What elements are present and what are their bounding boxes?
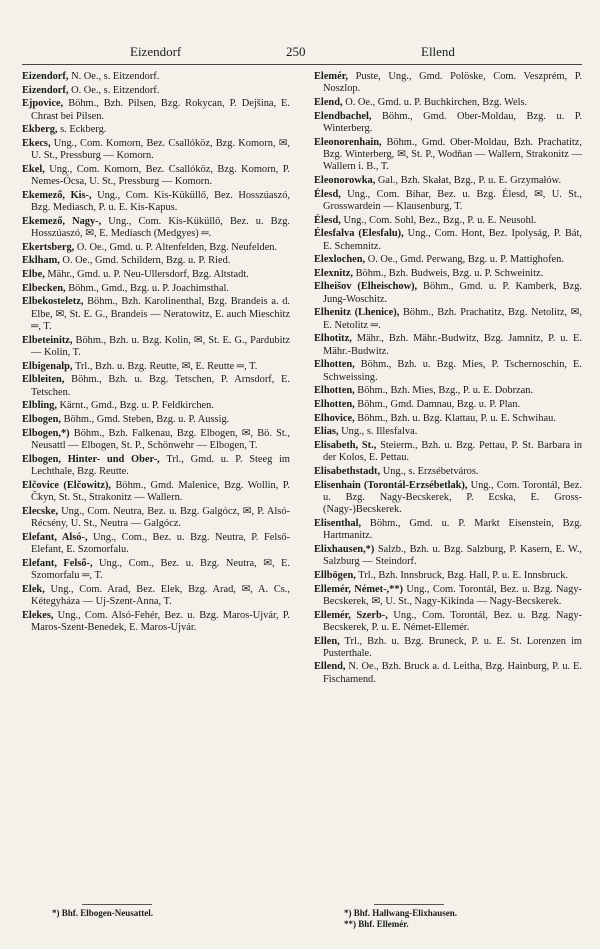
- entry-headword: Elekes,: [22, 609, 54, 621]
- dictionary-entry: [314, 359, 582, 384]
- dictionary-entry: [22, 414, 290, 426]
- entry-headword: Elbogen,*): [22, 427, 70, 439]
- entry-text: Böhm., Bzh. Karolinenthal, Bzg. Brandeis a. d. Elbe, ✉, St. E. G., Brandeis — Neratowitz, E. auch Mieschitz ═, T.: [31, 296, 290, 333]
- entry-headword: Elixhausen,*): [314, 543, 375, 555]
- dictionary-entry: [22, 532, 290, 557]
- entry-text: Ung., Com. Komorn, Bez. Csallóköz, Bzg. Komorn, ✉, U. St., Pressburg — Komorn.: [31, 137, 290, 162]
- dictionary-entry: [314, 570, 582, 582]
- entry-headword: Elias,: [314, 426, 339, 438]
- dictionary-entry: [22, 124, 290, 136]
- dictionary-entry: [22, 374, 290, 399]
- entry-text: Ung., Com. Alsó-Fehér, Bez. u. Bzg. Maros-Ujvár, P. Maros-Szent-Benedek, E. Maros-Ujvár.: [31, 609, 290, 633]
- dictionary-entry: [22, 610, 290, 635]
- dictionary-entry: [22, 480, 290, 505]
- entry-headword: Elbling,: [22, 400, 57, 412]
- entry-headword: Eleonorowka,: [314, 174, 376, 186]
- entry-headword: Ekecs,: [22, 137, 51, 149]
- entry-text: Böhm., Bzh. Prachatitz, Bzg. Netolitz, ✉, E. Netolitz ═.: [323, 307, 582, 331]
- header-left-keyword: Eizendorf: [130, 44, 182, 59]
- entry-text: Salzb., Bzh. u. Bzg. Salzburg, P. Kasern, E. W., Salzburg — Steindorf.: [323, 543, 582, 568]
- entry-text: Böhm., Bzh. u. Bzg. Mies, P. Tschernoschin, E. Schweissing.: [323, 359, 582, 383]
- dictionary-entry: [22, 190, 290, 215]
- entry-headword: Ellen,: [314, 635, 340, 647]
- entry-headword: Elhovice,: [314, 412, 355, 424]
- dictionary-entry: [22, 138, 290, 163]
- entry-text: Böhm., Gmd. Ober-Moldau, Bzg. u. P. Winterberg.: [323, 110, 582, 134]
- entry-headword: Elek,: [22, 583, 45, 595]
- dictionary-entry: [22, 506, 290, 531]
- entry-headword: Elisabeth, St.,: [314, 439, 377, 451]
- dictionary-entry: [314, 333, 582, 358]
- entry-headword: Elemér,: [314, 71, 348, 82]
- entry-text: Trl., Gmd. u. P. Steeg im Lechthale, Bzg. Reutte.: [31, 453, 291, 477]
- dictionary-entry: [22, 283, 290, 295]
- dictionary-entry: [314, 413, 582, 425]
- dictionary-entry: [22, 558, 290, 583]
- entry-text: Trl., Bzh. Innsbruck, Bzg. Hall, P. u. E. Innsbruck.: [355, 569, 569, 581]
- entry-text: Trl., Bzh. u. Bzg. Reutte, ✉, E. Reutte ═, T.: [72, 360, 258, 372]
- left-column: [22, 71, 290, 901]
- columns: [22, 71, 582, 901]
- entry-text: Ung., s. Illesfalva.: [338, 426, 418, 438]
- entry-text: Böhm., Gmd. Damnau, Bzg. u. P. Plan.: [354, 399, 521, 411]
- entry-headword: Elisenthal,: [314, 517, 362, 529]
- dictionary-entry: [22, 242, 290, 254]
- dictionary-entry: [22, 71, 290, 83]
- entry-headword: Elend,: [314, 96, 343, 108]
- entry-text: O. Oe., s. Eitzendorf.: [68, 84, 160, 96]
- entry-text: Ung., Com. Sohl, Bez., Bzg., P. u. E. Neusohl.: [340, 214, 537, 226]
- entry-headword: Elbeteinitz,: [22, 334, 73, 346]
- entry-text: Böhm., Bzh. u. Bzg. Tetschen, P. Arnsdorf, E. Tetschen.: [31, 374, 290, 398]
- entry-text: Ung., Com., Bez. u. Bzg. Neutra, P. Felső-Elefant, E. Szomorfalu.: [31, 531, 290, 555]
- dictionary-entry: [314, 584, 582, 609]
- entry-text: Böhm., Bzh. Pilsen, Bzg. Rokycan, P. Dejšina, E. Chrast bei Pilsen.: [31, 98, 290, 122]
- dictionary-entry: [22, 361, 290, 373]
- entry-text: N. Oe., Bzh. Bruck a. d. Leitha, Bzg. Hainburg, P. u. E. Fischamend.: [323, 661, 582, 685]
- entry-text: Ung., Com. Torontál, Bez. u. Bzg. Nagy-Becskerek, ✉, U. St., Nagy-Kikinda — Nagy-Becskerek.: [323, 583, 582, 607]
- entry-headword: Ekertsberg,: [22, 241, 75, 253]
- footnote: *) Bhf. Hallwang-Elixhausen.: [344, 908, 458, 918]
- entry-headword: Elhotitz,: [314, 333, 352, 345]
- entry-headword: Elhotten,: [314, 385, 355, 397]
- right-column: [314, 71, 582, 901]
- dictionary-entry: [314, 268, 582, 280]
- dictionary-entry: [314, 610, 582, 635]
- dictionary-entry: [314, 518, 582, 543]
- entry-headword: Elbogen,: [22, 413, 61, 425]
- dictionary-entry: [22, 98, 290, 123]
- entry-headword: Ellemér, Szerb-,: [314, 609, 388, 621]
- entry-headword: Elisenhain (Torontál-Erzsébetlak),: [314, 479, 468, 491]
- entry-text: s. Eckberg.: [57, 124, 107, 136]
- dictionary-entry: [22, 255, 290, 267]
- dictionary-entry: [314, 426, 582, 438]
- entry-text: Mähr., Gmd. u. P. Neu-Ullersdorf, Bzg. Altstadt.: [44, 269, 249, 281]
- entry-headword: Ellend,: [314, 661, 346, 673]
- entry-text: Böhm., Bzh. u. Bzg. Kolin, ✉, St. E. G., Pardubitz — Kolin, T.: [31, 334, 290, 359]
- entry-headword: Elbleiten,: [22, 374, 65, 386]
- entry-text: Böhm., Gmd. Malenice, Bzg. Wollin, P. Čkyn, St. St., Strakonitz — Wallern.: [31, 479, 290, 503]
- entry-text: Ung., Com. Arad, Bez. Elek, Bzg. Arad, ✉, A. Cs., Kétegyháza — Uj-Szent-Anna, T.: [31, 583, 290, 607]
- entry-text: Böhm., Bzh. Mies, Bzg., P. u. E. Dobrzan.: [354, 385, 534, 397]
- entry-headword: Elhenitz (Lhenice),: [314, 307, 400, 319]
- entry-headword: Elhotten,: [314, 359, 355, 371]
- dictionary-entry: [314, 636, 582, 661]
- entry-text: Ung., Com. Kis-Küküllő, Bez. Hosszúaszó, Bzg. Mediasch, P. u. E. Kis-Kapus.: [31, 189, 290, 214]
- entry-headword: Elexlochen,: [314, 254, 366, 266]
- entry-text: O. Oe., Gmd. u. P. Buchkirchen, Bzg. Wels.: [342, 96, 528, 108]
- entry-text: Böhm., Gmd. Ober-Moldau, Bzh. Prachatitz, Bzg. Winterberg, ✉, St. P., Wodňan — Wallern, Strakonitz — Wallern i. B., T.: [323, 136, 582, 173]
- dictionary-entry: [314, 480, 582, 517]
- entry-headword: Ekel,: [22, 163, 45, 175]
- entry-headword: Élesfalva (Elesfalu),: [314, 228, 404, 240]
- header-rule: [22, 64, 582, 65]
- entry-text: Ung., Com., Bez. u. Bzg. Neutra, ✉, E. Szomorfalu ═, T.: [31, 557, 290, 581]
- dictionary-entry: [314, 228, 582, 253]
- entry-headword: Ekemező, Nagy-,: [22, 215, 102, 227]
- dictionary-entry: [22, 85, 290, 97]
- entry-headword: Ellemér, Német-,**): [314, 583, 403, 595]
- entry-headword: Elefant, Felső-,: [22, 557, 93, 569]
- header-right-keyword: Ellend: [421, 44, 455, 59]
- entry-text: O. Oe., Gmd. Schildern, Bzg. u. P. Ried.: [59, 255, 231, 267]
- entry-headword: Ejpovice,: [22, 98, 64, 110]
- dictionary-entry: [314, 71, 582, 96]
- entry-text: Kärnt., Gmd., Bzg. u. P. Feldkirchen.: [56, 400, 214, 412]
- entry-headword: Elecske,: [22, 505, 59, 517]
- dictionary-entry: [314, 189, 582, 214]
- entry-text: Ung., Com. Neutra, Bez. u. Bzg. Galgócz, ✉, P. Alsó-Récsény, U. St., Neutra — Galgócz.: [31, 505, 290, 529]
- entry-text: Ung., Com. Bihar, Bez. u. Bzg. Élesd, ✉, U. St., Grosswardein — Klausenburg, T.: [323, 188, 582, 212]
- entry-text: N. Oe., s. Eitzendorf.: [68, 71, 160, 82]
- entry-text: O. Oe., Gmd. u. P. Altenfelden, Bzg. Neufelden.: [74, 241, 278, 253]
- dictionary-entry: [314, 281, 582, 306]
- entry-text: Steierm., Bzh. u. Bzg. Pettau, P. St. Barbara in der Kolos, E. Pettau.: [323, 439, 582, 464]
- footnotes-right: [314, 904, 582, 940]
- entry-text: Mähr., Bzh. Mähr.-Budwitz, Bzg. Jamnitz, P. u. E. Mähr.-Budwitz.: [323, 333, 582, 357]
- dictionary-entry: [22, 335, 290, 360]
- entry-text: Böhm., Bzh. u. Bzg. Klattau, P. u. E. Schwihau.: [354, 412, 556, 424]
- dictionary-entry: [314, 385, 582, 397]
- entry-headword: Eleonorenhain,: [314, 136, 382, 148]
- footnotes: [22, 904, 582, 940]
- footnote-rule: [82, 904, 152, 905]
- entry-headword: Elheišov (Elheischow),: [314, 281, 418, 293]
- dictionary-entry: [314, 97, 582, 109]
- dictionary-entry: [314, 175, 582, 187]
- entry-text: Puste, Ung., Gmd. Polöske, Com. Veszprém, P. Noszlop.: [323, 71, 582, 95]
- entry-text: Ung., Com. Hont, Bez. Ipolyság, P. Bát, E. Schemnitz.: [323, 228, 582, 252]
- entry-headword: Ekemező, Kis-,: [22, 189, 92, 201]
- dictionary-entry: [314, 254, 582, 266]
- entry-headword: Elbe,: [22, 269, 45, 281]
- entry-headword: Eizendorf,: [22, 84, 69, 96]
- entry-headword: Elisabethstadt,: [314, 465, 381, 477]
- entry-headword: Elbogen, Hinter- und Ober-,: [22, 453, 160, 465]
- entry-text: Ung., Com. Torontál, Bez. u. Bzg. Nagy-Becskerek, P. u. E. Német-Ellemér.: [323, 609, 583, 633]
- entry-headword: Elexnitz,: [314, 267, 353, 279]
- dictionary-entry: [314, 399, 582, 411]
- entry-text: Böhm., Gmd. Steben, Bzg. u. P. Aussig.: [60, 413, 230, 425]
- footnotes-left: [22, 904, 290, 940]
- entry-headword: Elendbachel,: [314, 110, 372, 122]
- dictionary-entry: [22, 584, 290, 609]
- dictionary-entry: [314, 111, 582, 136]
- entry-headword: Elbekosteletz,: [22, 296, 84, 308]
- entry-headword: Eklham,: [22, 255, 60, 267]
- entry-headword: Elbigenalp,: [22, 360, 73, 372]
- entry-text: Trl., Bzh. u. Bzg. Bruneck, P. u. E. St. Lorenzen im Pusterthale.: [323, 635, 582, 659]
- entry-headword: Eizendorf,: [22, 71, 69, 82]
- footnote: **) Bhf. Ellemér.: [344, 919, 409, 929]
- footnote: *) Bhf. Elbogen-Neusattel.: [52, 908, 153, 918]
- dictionary-entry: [314, 544, 582, 569]
- entry-text: Böhm., Bzh. Falkenau, Bzg. Elbogen, ✉, Bö. St., Neusattl — Elbogen, St. P., Schönwehr — Elbogen, T.: [31, 427, 290, 451]
- page-header: [0, 44, 600, 62]
- entry-headword: Elbecken,: [22, 282, 66, 294]
- dictionary-entry: [314, 661, 582, 686]
- dictionary-entry: [314, 215, 582, 227]
- entry-text: Ung., Com. Kis-Küküllő, Bez. u. Bzg. Hosszúaszó, ✉, E. Mediasch (Medgyes) ═.: [31, 215, 290, 240]
- footnote-rule: [374, 904, 444, 905]
- entry-text: Ung., s. Erzsébetváros.: [380, 465, 479, 477]
- entry-headword: Ekberg,: [22, 124, 58, 136]
- entry-text: Böhm., Gmd. u. P. Kamberk, Bzg. Jung-Woschitz.: [323, 281, 582, 305]
- entry-headword: Elhotten,: [314, 399, 355, 411]
- dictionary-entry: [22, 164, 290, 189]
- dictionary-entry: [22, 216, 290, 241]
- entry-text: Böhm., Gmd., Bzg. u. P. Joachimsthal.: [65, 282, 229, 294]
- dictionary-entry: [314, 307, 582, 332]
- entry-headword: Ellbögen,: [314, 569, 356, 581]
- entry-headword: Elčovice (Elčowitz),: [22, 479, 111, 491]
- entry-text: Böhm., Bzh. Budweis, Bzg. u. P. Schweinitz.: [352, 267, 544, 279]
- dictionary-entry: [314, 440, 582, 465]
- dictionary-entry: [22, 428, 290, 453]
- entry-headword: Élesd,: [314, 188, 341, 200]
- page-number: 250: [286, 44, 306, 59]
- entry-text: Gal., Bzh. Skałat, Bzg., P. u. E. Grzymałów.: [375, 174, 562, 186]
- entry-text: Ung., Com. Torontál, Bez. u. Bzg. Nagy-Becskerek, P. Ecska, E. Gross-(Nagy-)Becskerek.: [323, 479, 582, 516]
- dictionary-entry: [22, 269, 290, 281]
- entry-text: Ung., Com. Komorn, Bez. Csallóköz, Bzg. Komorn, P. Nemes-Ócsa, U. St., Pressburg — Komorn.: [31, 163, 290, 188]
- dictionary-entry: [314, 466, 582, 478]
- dictionary-entry: [22, 454, 290, 479]
- entry-headword: Élesd,: [314, 214, 341, 226]
- dictionary-entry: [314, 137, 582, 174]
- entry-headword: Elefant, Alsó-,: [22, 531, 88, 543]
- entry-text: Böhm., Gmd. u. P. Markt Eisenstein, Bzg. Hartmanitz.: [323, 517, 582, 542]
- entry-text: O. Oe., Gmd. Perwang, Bzg. u. P. Mattighofen.: [365, 254, 564, 266]
- dictionary-entry: [22, 296, 290, 333]
- dictionary-entry: [22, 400, 290, 412]
